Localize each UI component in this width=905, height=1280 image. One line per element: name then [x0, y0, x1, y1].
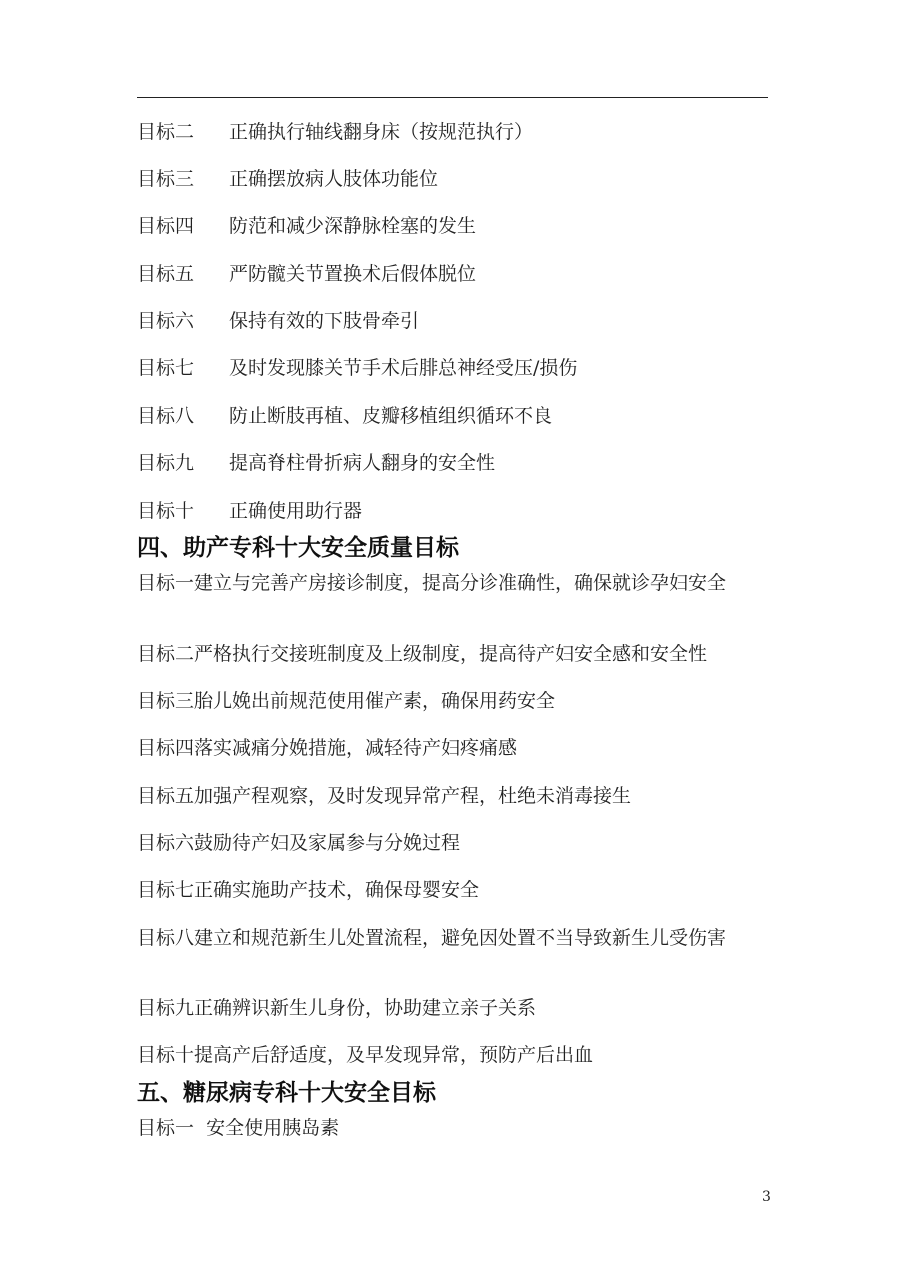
goal-label: 目标九: [137, 452, 195, 474]
goal-paragraph: 目标五加强产程观察，及时发现异常产程，杜绝未消毒接生: [137, 785, 632, 807]
goal-label: 目标八: [137, 405, 195, 427]
goal-item: [137, 120, 533, 144]
goal-text: 正确执行轴线翻身床（按规范执行）: [229, 121, 534, 143]
goal-item: [137, 214, 476, 238]
goal-paragraph: 目标九正确辨识新生儿身份，协助建立亲子关系: [137, 997, 537, 1019]
goal-paragraph: 目标一 安全使用胰岛素: [137, 1117, 340, 1139]
goal-item: [137, 262, 476, 286]
goal-text: 严防髋关节置换术后假体脱位: [229, 263, 477, 285]
goal-paragraph: 目标八建立和规范新生儿处置流程，避免因处置不当导致新生儿受伤害: [137, 927, 727, 949]
section-heading: 四、助产专科十大安全质量目标: [137, 535, 459, 561]
goal-text: 提高脊柱骨折病人翻身的安全性: [229, 452, 496, 474]
goal-item: [137, 309, 419, 333]
header-rule: [137, 97, 768, 98]
goal-item: [137, 499, 362, 523]
goal-paragraph: 目标一建立与完善产房接诊制度，提高分诊准确性，确保就诊孕妇安全: [137, 572, 727, 594]
goal-item: [137, 167, 438, 191]
goal-label: 目标三: [137, 168, 195, 190]
goal-item: [137, 451, 495, 475]
goal-text: 正确使用助行器: [229, 500, 363, 522]
goal-paragraph: 目标四落实减痛分娩措施，减轻待产妇疼痛感: [137, 737, 518, 759]
goal-paragraph: 目标二严格执行交接班制度及上级制度，提高待产妇安全感和安全性: [137, 643, 708, 665]
goal-item: [137, 356, 577, 380]
section-heading: 五、糖尿病专科十大安全目标: [137, 1080, 436, 1106]
goal-text: 正确摆放病人肢体功能位: [229, 168, 439, 190]
goal-paragraph: 目标三胎儿娩出前规范使用催产素，确保用药安全: [137, 690, 556, 712]
goal-text: 保持有效的下肢骨牵引: [229, 310, 420, 332]
goal-text: 防止断肢再植、皮瓣移植组织循环不良: [229, 405, 553, 427]
goal-item: [137, 404, 552, 428]
goal-text: 防范和减少深静脉栓塞的发生: [229, 215, 477, 237]
goal-label: 目标七: [137, 357, 195, 379]
goal-paragraph: 目标十提高产后舒适度，及早发现异常，预防产后出血: [137, 1044, 594, 1066]
goal-label: 目标六: [137, 310, 195, 332]
goal-paragraph: 目标六鼓励待产妇及家属参与分娩过程: [137, 832, 461, 854]
goal-label: 目标五: [137, 263, 195, 285]
goal-label: 目标十: [137, 500, 195, 522]
goal-paragraph: 目标七正确实施助产技术，确保母婴安全: [137, 879, 480, 901]
goal-label: 目标二: [137, 121, 195, 143]
goal-label: 目标四: [137, 215, 195, 237]
page-number: 3: [762, 1189, 771, 1205]
goal-text: 及时发现膝关节手术后腓总神经受压/损伤: [229, 357, 578, 379]
